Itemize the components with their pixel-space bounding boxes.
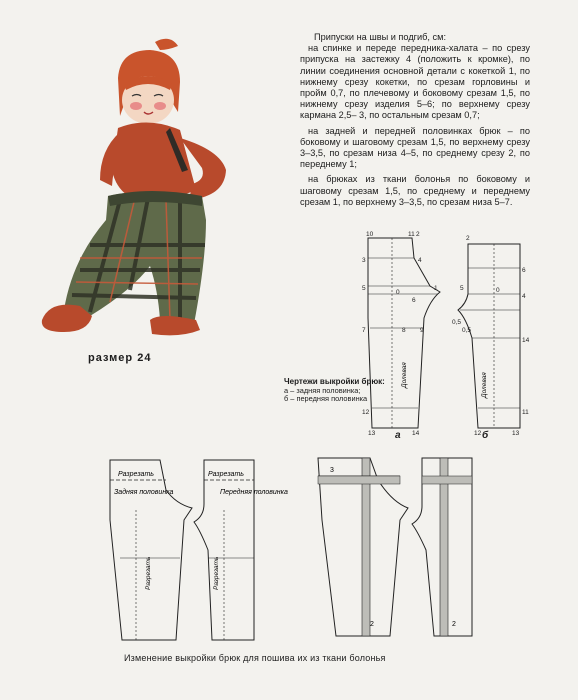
allowances-title: Припуски на швы и подгиб, см: — [314, 32, 446, 42]
pattern-back-half — [352, 228, 452, 438]
drawings-caption-a: а – задняя половинка; — [284, 385, 361, 395]
svg-text:10: 10 — [366, 231, 374, 238]
lower-back-cut: Разрезать — [118, 471, 154, 478]
svg-text:4: 4 — [522, 293, 526, 300]
size-caption: размер 24 — [88, 352, 152, 364]
svg-text:4: 4 — [418, 257, 422, 264]
svg-text:5: 5 — [362, 285, 366, 292]
svg-text:6: 6 — [412, 297, 416, 304]
svg-text:6: 6 — [522, 267, 526, 274]
svg-text:0,5: 0,5 — [462, 327, 472, 334]
child-illustration — [20, 20, 260, 350]
lower-measure-top: 3 — [330, 467, 334, 474]
hair-bow — [155, 39, 178, 50]
svg-text:13: 13 — [368, 430, 376, 437]
drawings-caption-b: б – передняя половинка — [284, 394, 368, 404]
bottom-caption: Изменение выкройки брюк для пошива их из ткани болонья — [124, 653, 386, 663]
bologna-pattern-modification — [100, 450, 520, 655]
drawings-caption — [284, 378, 394, 404]
pattern-a-points — [362, 231, 438, 437]
svg-text:2: 2 — [466, 235, 470, 242]
drawings-caption-title: Чертежи выкройки брюк: — [284, 377, 385, 386]
svg-text:12: 12 — [362, 409, 370, 416]
svg-text:13: 13 — [512, 430, 520, 437]
svg-text:0: 0 — [496, 287, 500, 294]
svg-text:9: 9 — [420, 327, 424, 334]
svg-text:0,5: 0,5 — [452, 319, 462, 326]
svg-text:2: 2 — [416, 231, 420, 238]
svg-text:14: 14 — [412, 430, 420, 437]
lower-front-grain: Разрезать — [213, 556, 220, 590]
pattern-b-points — [452, 235, 530, 437]
svg-text:3: 3 — [362, 257, 366, 264]
allowances-para-trousers: на задней и передней половинках брюк – по боковому и шаговому срезам 1,5, по верхнему срезу 3–3,5, по срезам низа 4–5, по среднему срезу 2, по переднему 1; — [300, 125, 530, 170]
allowances-para-bologna: на брюках из ткани болонья по боковому и шаговому срезам 1,5, по среднему и переднему срезам 1, по верхнему 3–3,5, по срезам низа 5–7. — [300, 174, 530, 207]
lower-back-grain: Разрезать — [145, 556, 152, 590]
pattern-a-grain: Долевая — [401, 362, 408, 388]
pattern-a-label: а — [395, 430, 401, 441]
lower-front-cut: Разрезать — [208, 471, 244, 478]
svg-text:5: 5 — [460, 285, 464, 292]
lower-measure-right: 2 — [452, 621, 456, 628]
svg-text:11: 11 — [522, 409, 529, 416]
svg-text:11: 11 — [408, 231, 415, 238]
lower-front-half: Передняя половинка — [220, 489, 288, 496]
svg-text:14: 14 — [522, 337, 530, 344]
svg-text:8: 8 — [402, 327, 406, 334]
svg-text:0: 0 — [396, 289, 400, 296]
lower-back-half: Задняя половинка — [114, 489, 174, 496]
svg-text:7: 7 — [362, 327, 366, 334]
pattern-front-half — [452, 228, 532, 438]
svg-text:1: 1 — [434, 285, 438, 292]
svg-text:12: 12 — [474, 430, 482, 437]
allowances-text — [300, 32, 530, 208]
pattern-b-label: б — [482, 430, 489, 441]
allowances-para-apron: на спинке и переде передника-халата – по срезу припуска на застежку 4 (положить к кромке), по линии соединения основной детали с кокеткой 1, по нижнему срезу кокетки, по срезам горловины и пройм 0,7, по плечевому и боковому срезам 1,5, по нижнему срезу изделия 5–6; по верхнему срезу кармана 2,5– 3, по остальным срезам 0,7; — [300, 43, 530, 121]
pattern-b-grain: Долевая — [481, 372, 488, 398]
lower-measure-left: 2 — [370, 621, 374, 628]
